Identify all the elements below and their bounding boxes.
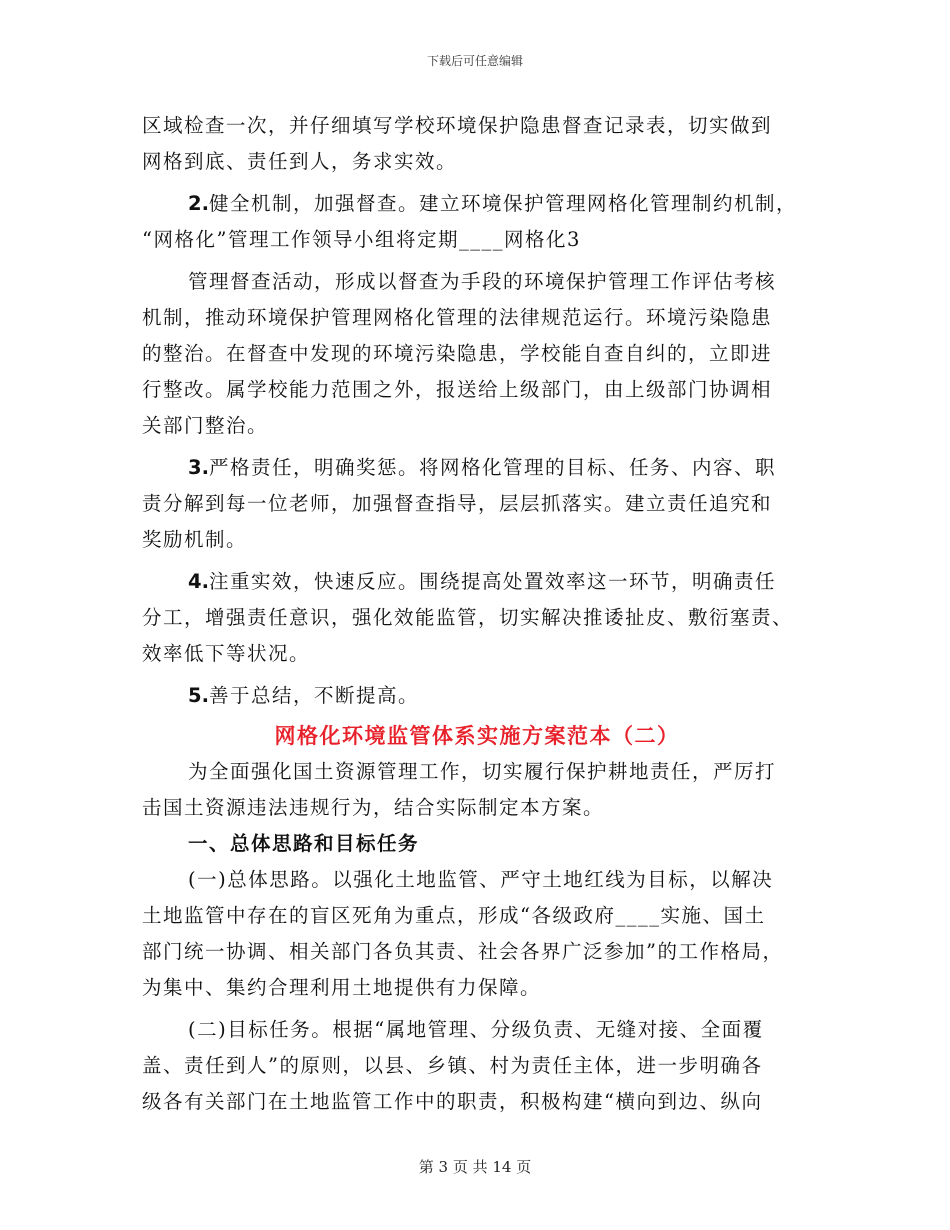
section-title: 网格化环境监管体系实施方案范本（二） [274,723,680,748]
item-number: 5. [188,684,209,707]
body-line: 网格到底、责任到人，务求实效。 [142,150,458,173]
body-line: 的整治。在督查中发现的环境污染隐患，学校能自查自纠的，立即进 [142,342,773,365]
item-number: 2. [188,192,209,215]
item-text: 严格责任，明确奖惩。将网格化管理的目标、任务、内容、职 [208,456,776,479]
body-line: 责分解到每一位老师，加强督查指导，层层抓落实。建立责任追究和 [142,492,773,515]
body-line: “网格化”管理工作领导小组将定期____网格化3 [142,228,581,251]
document-body [142,108,812,1120]
body-line: 管理督查活动，形成以督查为手段的环境保护管理工作评估考核 [188,270,777,293]
header-note: 下载后可任意编辑 [426,54,523,68]
body-line: 为集中、集约合理利用土地提供有力保障。 [142,976,542,999]
numbered-item-4 [142,564,812,600]
item-text: 注重实效，快速反应。围绕提高处置效率这一环节，明确责任 [208,570,776,593]
body-line: (二)目标任务。根据“属地管理、分级负责、无缝对接、全面覆 [188,1018,764,1041]
body-line: 效率低下等状况。 [142,642,311,665]
body-line: 土地监管中存在的盲区死角为重点，形成“各级政府____实施、国土 [142,904,766,927]
body-line: 级各有关部门在土地监管工作中的职责，积极构建“横向到边、纵向 [142,1090,763,1113]
body-line: 奖励机制。 [142,528,248,551]
numbered-item-2 [142,186,812,222]
body-line: 盖、责任到人”的原则，以县、乡镇、村为责任主体，进一步明确各 [142,1054,763,1077]
body-line: 部门统一协调、相关部门各负其责、社会各界广泛参加”的工作格局， [142,940,784,963]
body-line: 为全面强化国土资源管理工作，切实履行保护耕地责任，严厉打 [188,760,777,783]
item-text: 善于总结，不断提高。 [208,684,419,707]
item-number: 3. [188,456,209,479]
body-line: 击国土资源违法违规行为，结合实际制定本方案。 [142,796,605,819]
item-number: 4. [188,570,209,593]
numbered-item-5 [142,678,812,714]
numbered-item-3 [142,450,812,486]
item-text: 健全机制，加强督查。建立环境保护管理网格化管理制约机制， [208,192,797,215]
page-footer: 第 3 页 共 14 页 [418,1158,532,1176]
body-line: (一)总体思路。以强化土地监管、严守土地红线为目标，以解决 [188,868,774,891]
body-line: 机制，推动环境保护管理网格化管理的法律规范运行。环境污染隐患 [142,306,773,329]
body-line: 分工，增强责任意识，强化效能监管，切实解决推诿扯皮、敷衍塞责、 [142,606,794,629]
body-line: 区域检查一次，并仔细填写学校环境保护隐患督查记录表，切实做到 [142,114,773,137]
body-line: 关部门整治。 [142,414,269,437]
body-line: 行整改。属学校能力范围之外，报送给上级部门，由上级部门协调相 [142,378,773,401]
section-heading: 一、总体思路和目标任务 [188,832,420,855]
